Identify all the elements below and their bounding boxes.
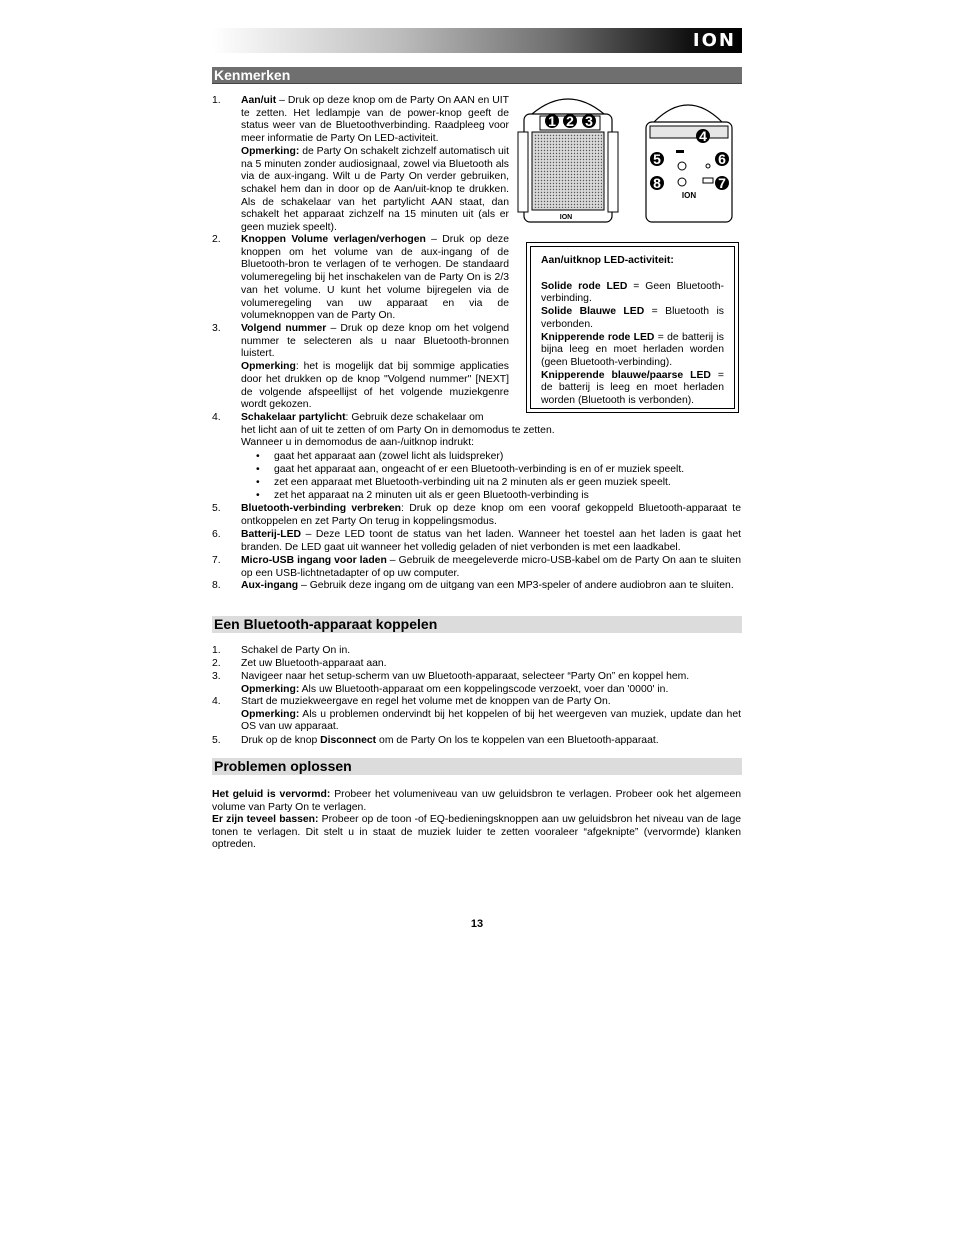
step-text: Druk op de knop: [241, 735, 321, 746]
trouble-item-distorted: [212, 789, 741, 814]
note-text: : het is mogelijk dat bij sommige applicaties door het drukken op de knop "Volgend nummer" [NEXT] de volgende afspeellijst of het volgende muziekgenre wordt gekozen.: [241, 361, 509, 411]
feature-text: : Druk op deze knop om een vooraf gekoppeld Bluetooth-apparaat te ontkoppelen en zet Party On terug in koppelingsmodus.: [241, 503, 741, 527]
bullet-text: gaat het apparaat aan, ongeacht of er een Bluetooth-verbinding is en of er muziek speelt.: [274, 464, 685, 475]
trouble-item-bass: [212, 814, 741, 852]
disconnect-label: Disconnect: [320, 735, 377, 746]
list-number: 4.: [212, 412, 221, 423]
trouble-text: Probeer op de toon -of EQ-bedieningsknoppen aan uw geluidsbron het niveau van de lage tonen te verlagen. Dit stelt u in staat de muziek luider te zetten vooraleer “afgeknipte” (vervormde) klanken optreden.: [212, 814, 742, 851]
bullet-text: zet het apparaat na 2 minuten uit als er geen Bluetooth-verbinding is: [274, 490, 589, 501]
trouble-text: Probeer het volumeniveau van uw geluidsbron te verlagen. Probeer ook het algemeen volume van Party On te verlagen.: [212, 789, 741, 813]
list-item: • zet het apparaat na 2 minuten uit als er geen Bluetooth-verbinding is: [256, 490, 589, 501]
list-item: • gaat het apparaat aan (zowel licht als luidspreker): [256, 451, 504, 462]
callout-7: 7: [718, 175, 726, 191]
led-desc: = Geen Bluetooth-verbinding.: [541, 280, 724, 305]
step-text: Navigeer naar het setup-scherm van uw Bluetooth-apparaat, selecteer “Party On” en koppel hem.: [241, 671, 690, 682]
led-desc: = de batterij is bijna leeg en moet herladen worden (geen Bluetooth-verbinding).: [541, 331, 724, 368]
callout-3: 3: [585, 113, 593, 129]
list-number: 2.: [212, 658, 221, 669]
section-title-pairing: Een Bluetooth-apparaat koppelen: [212, 616, 742, 633]
callout-6: 6: [718, 151, 726, 167]
note-label: Opmerking:: [241, 145, 300, 157]
step-text: Schakel de Party On in.: [241, 645, 351, 656]
callout-1: 1: [548, 113, 556, 129]
led-desc: = Bluetooth is verbonden.: [541, 306, 725, 330]
ion-logo: ION: [692, 30, 736, 51]
front-brand-label: ION: [559, 214, 573, 221]
step-text: Zet uw Bluetooth-apparaat aan.: [241, 658, 387, 669]
feature-text: – Druk op deze knop om het volgend nummer te selecteren als u naar Bluetooth-bronnen luistert.: [241, 323, 509, 360]
list-number: 1.: [212, 645, 221, 656]
step-text: Start de muziekweergave en regel het volume met de knoppen van de Party On.: [241, 696, 611, 707]
callout-2: 2: [566, 113, 574, 129]
trouble-label: Er zijn teveel bassen:: [212, 814, 319, 825]
led-desc: = de batterij is leeg en moet herladen worden (Bluetooth is verbonden).: [541, 369, 724, 407]
list-number: 1.: [212, 95, 221, 106]
section-title-features: Kenmerken: [212, 67, 742, 84]
feature-text: Wanneer u in demomodus de aan-/uitknop indrukt:: [241, 437, 474, 449]
feature-title: Volgend nummer: [241, 323, 327, 334]
feature-title: Schakelaar partylicht: [241, 412, 346, 423]
section-title-troubleshooting: Problemen oplossen: [212, 758, 742, 775]
feature-text: het licht aan of uit te zetten of om Party On in demomodus te zetten.: [241, 424, 555, 436]
feature-title: Bluetooth-verbinding verbreken: [241, 503, 402, 514]
note-label: Opmerking:: [241, 708, 300, 720]
led-term: Solide rode LED: [541, 280, 628, 292]
list-number: 4.: [212, 696, 221, 707]
feature-title: Batterij-LED: [241, 529, 302, 540]
list-number: 6.: [212, 529, 221, 540]
list-item: • gaat het apparaat aan, ongeacht of er een Bluetooth-verbinding is en of er muziek speelt.: [256, 464, 685, 475]
note-text: Als uw Bluetooth-apparaat om een koppelingscode verzoekt, voer dan '0000' in.: [299, 683, 669, 695]
page-number: 13: [470, 918, 484, 930]
list-number: 2.: [212, 234, 221, 245]
list-number: 5.: [212, 503, 221, 514]
callout-8: 8: [653, 175, 661, 191]
feature-text: – Gebruik deze ingang om de uitgang van een MP3-speler of andere audiobron aan te sluiten.: [298, 580, 734, 591]
callout-5: 5: [653, 151, 661, 167]
list-number: 8.: [212, 580, 221, 591]
led-term: Knipperende rode LED: [541, 331, 655, 343]
feature-title: Micro-USB ingang voor laden: [241, 555, 387, 566]
bullet-text: gaat het apparaat aan (zowel licht als luidspreker): [274, 451, 504, 462]
list-number: 5.: [212, 735, 221, 746]
header-bar: [212, 28, 742, 53]
list-item: • zet een apparaat met Bluetooth-verbinding uit na 2 minuten als er geen muziek speelt.: [256, 477, 671, 488]
feature-text: – Druk op deze knop om de Party On AAN en UIT te zetten. Het ledlampje van de power-knop geeft de status weer van de Bluetoothverbinding. Raadpleeg voor meer informatie de Party On LED-activiteit.: [241, 95, 509, 145]
feature-title: Aux-ingang: [241, 580, 299, 591]
note-text: de Party On schakelt zichzelf automatisch uit na 5 minuten zonder audiosignaal, zowel via Bluetooth als via de aux-ingang. Wilt u de Party On verder gebruiken, schakel hem dan in door op de Aan/uit-knop te drukken. Als de schakelaar van het partylicht AAN staat, dan schakelt het apparaat zichzelf na 15 minuten uit (als er geen muziek speelt).: [241, 145, 509, 234]
list-number: 3.: [212, 323, 221, 334]
back-brand-label: ION: [681, 191, 697, 200]
list-number: 3.: [212, 671, 221, 682]
led-term: Knipperende blauwe/paarse LED: [541, 369, 711, 381]
feature-title: Knoppen Volume verlagen/verhogen: [241, 234, 426, 245]
trouble-label: Het geluid is vervormd:: [212, 789, 331, 800]
led-box-title: Aan/uitknop LED-activiteit:: [541, 255, 674, 266]
note-text: Als u problemen ondervindt bij het koppelen of bij het weergeven van muziek, update dan het OS van uw apparaat.: [241, 708, 741, 733]
feature-text: : Gebruik deze schakelaar om: [345, 412, 484, 423]
feature-text: – Druk op deze knoppen om het volume van de aux-ingang of de Bluetooth-bron te verlagen of te verhogen. De standaard volumeregeling bij het inschakelen van de Party On is 2/3 van het volume. U kunt het volume bijregelen via de volumeregeling van uw apparaat en via de volumeknoppen van de Party On.: [241, 234, 509, 322]
callout-4: 4: [699, 128, 707, 144]
bullet-text: zet een apparaat met Bluetooth-verbinding uit na 2 minuten als er geen muziek speelt.: [274, 477, 671, 488]
feature-text: – Deze LED toont de status van het laden. Wanneer het toestel aan het laden is gaat het branden. De LED gaat uit wanneer het volledig geladen of niet verbonden is met een laadkabel.: [241, 529, 741, 553]
note-label: Opmerking:: [241, 683, 300, 695]
feature-title: Aan/uit: [241, 95, 277, 106]
list-number: 7.: [212, 555, 221, 566]
note-label: Opmerking: [241, 361, 296, 373]
product-diagram: [516, 92, 742, 232]
step-text: om de Party On los te koppelen van een Bluetooth-apparaat.: [376, 735, 659, 746]
feature-text: – Gebruik de meegeleverde micro-USB-kabel om de Party On aan te sluiten op een USB-lichtnetadapter of op uw computer.: [241, 555, 741, 579]
led-term: Solide Blauwe LED: [541, 306, 645, 318]
led-activity-box: [526, 242, 739, 413]
